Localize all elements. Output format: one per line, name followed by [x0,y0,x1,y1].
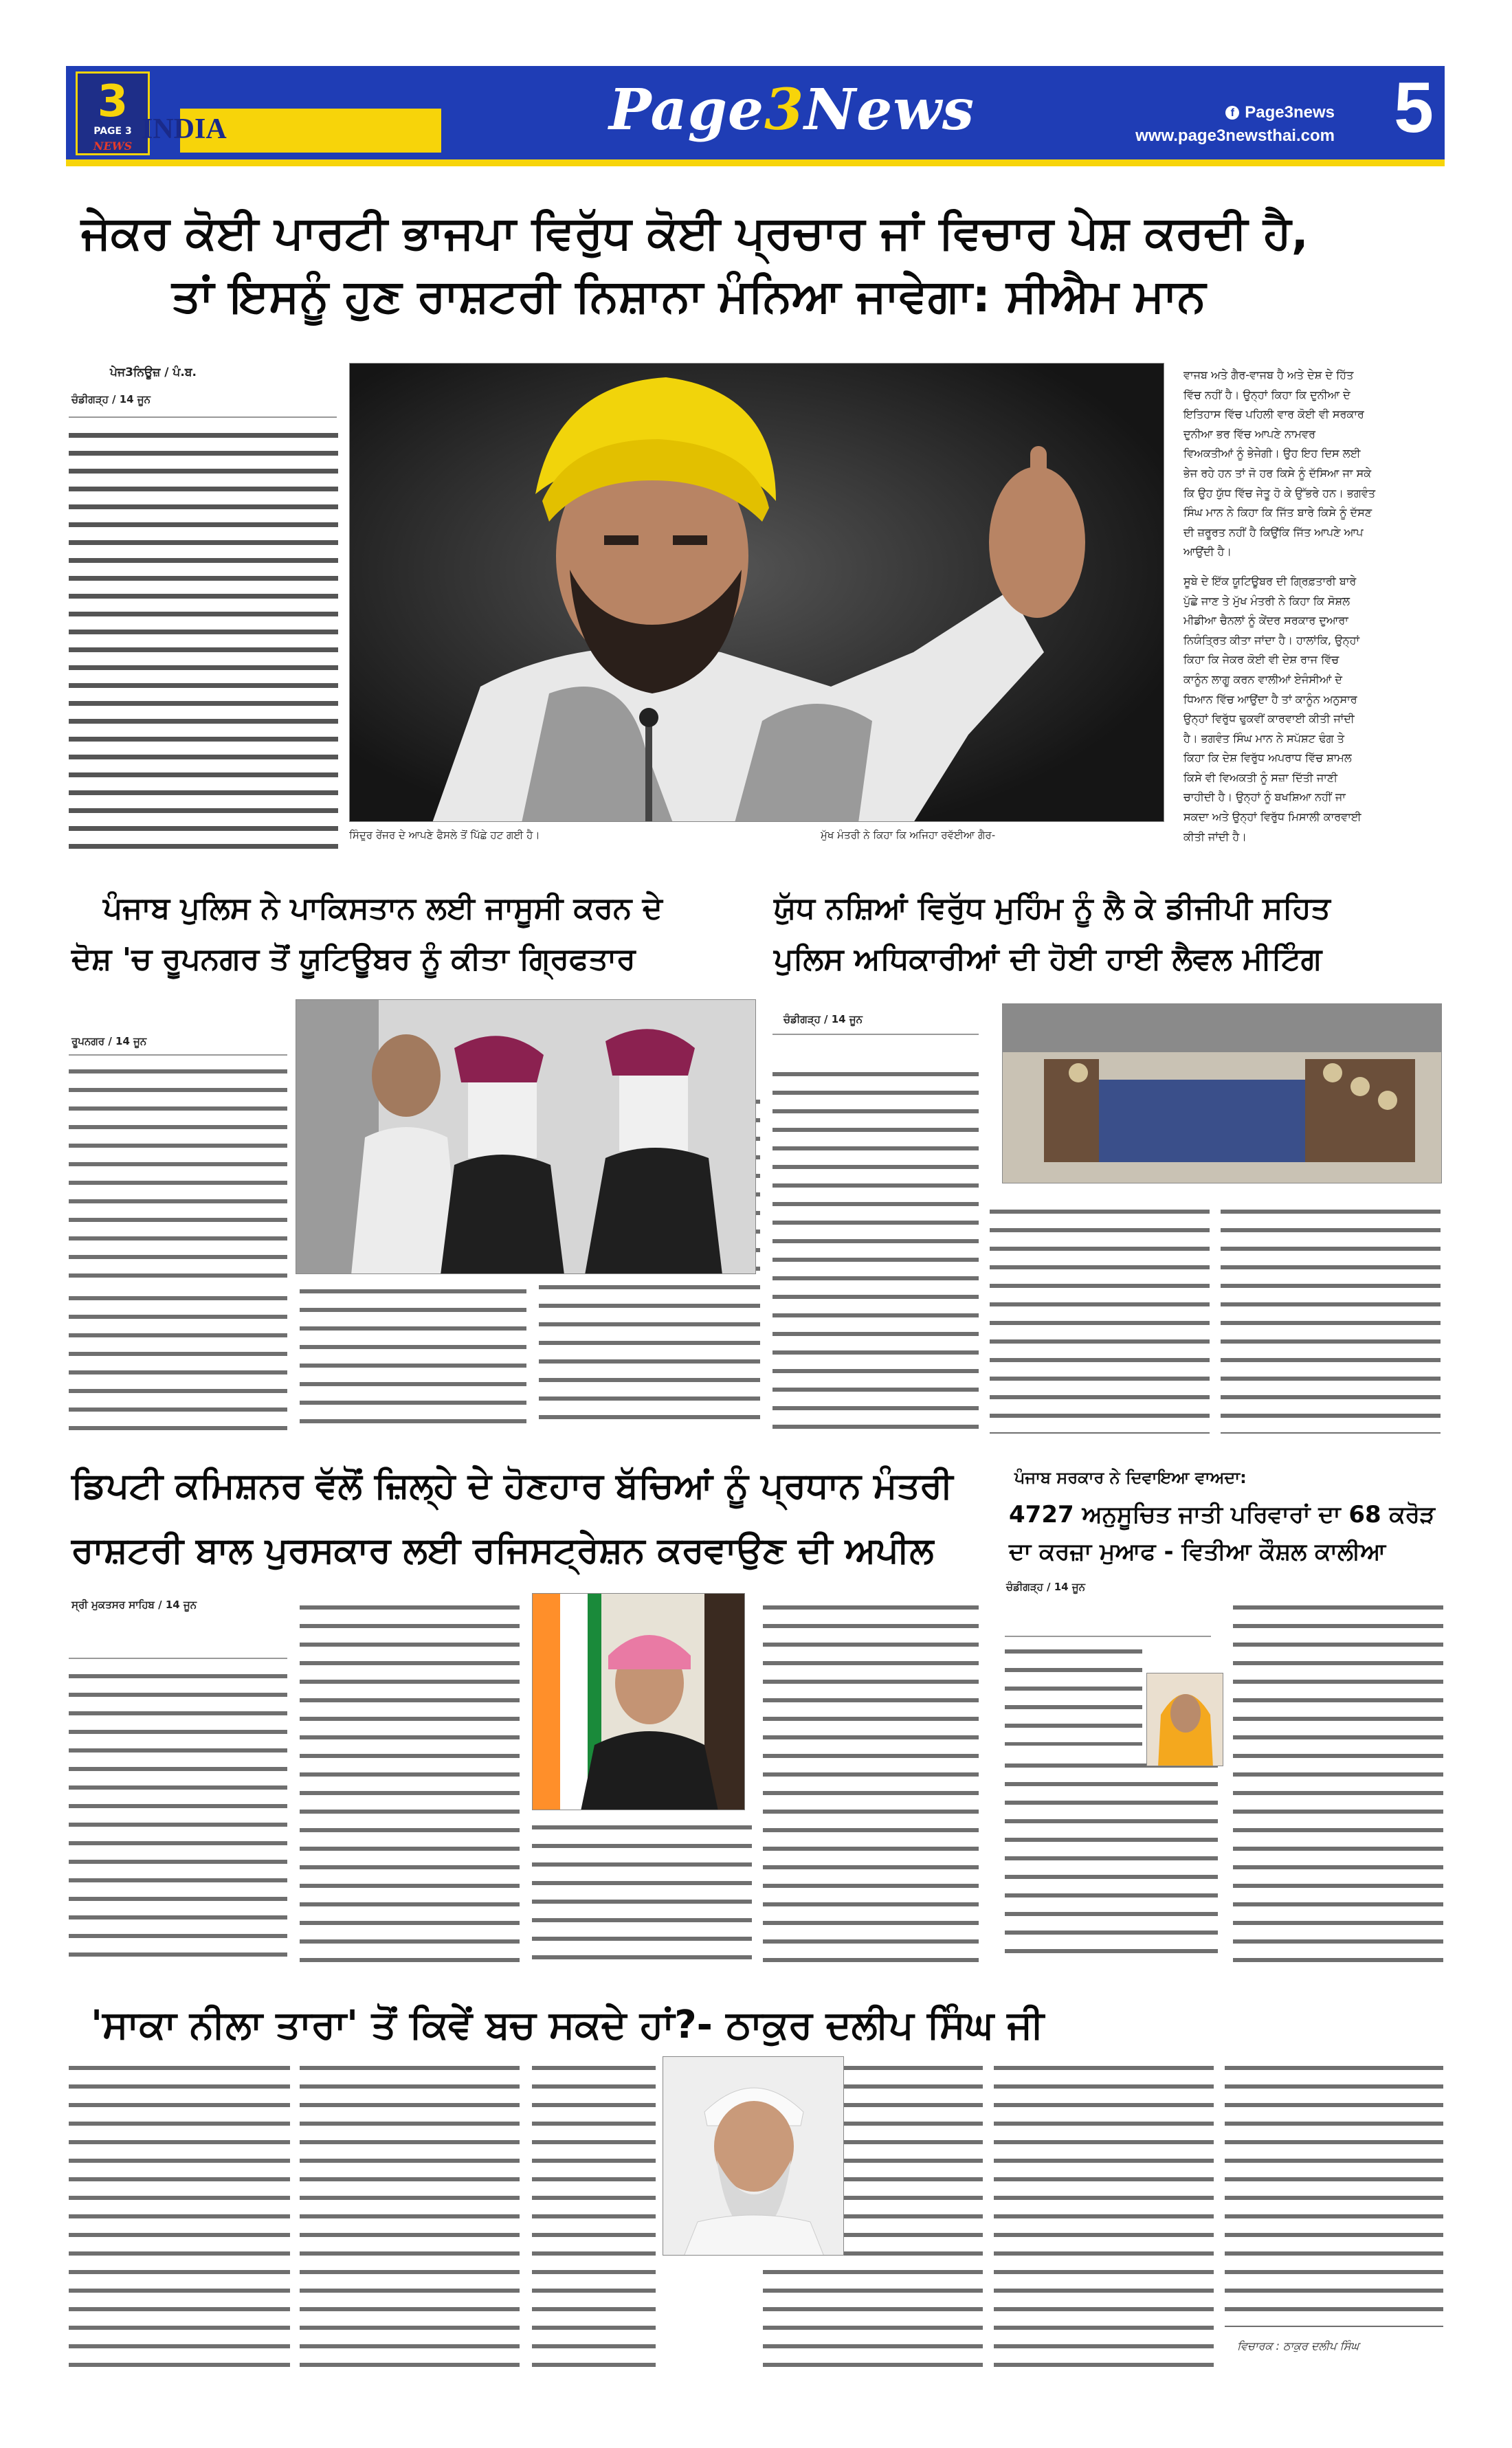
story6-body-column-1 [69,2066,290,2375]
story3-body-column-3 [1221,1210,1441,1434]
story5-headline-line-2[interactable]: ਦਾ ਕਰਜ਼ਾ ਮੁਆਫ - ਵਿਤੀਆ ਕੌਸ਼ਲ ਕਾਲੀਆ [1009,1538,1386,1566]
divider [69,1054,287,1056]
text-line: ਕਿ ਉਹ ਯੁੱਧ ਵਿੱਚ ਜੇਤੂ ਹੋ ਕੇ ਉੱਭਰੇ ਹਨ। ਭਗਵੰਤ [1183,486,1376,500]
story6-body-column-6 [1225,2066,1443,2327]
story6-headline[interactable]: 'ਸਾਕਾ ਨੀਲਾ ਤਾਰਾ' ਤੋਂ ਕਿਵੇਂ ਬਚ ਸਕਦੇ ਹਾਂ?- ਠਾਕੁਰ ਦਲੀਪ ਸਿੰਘ ਜੀ [91,2003,1044,2047]
lead-body-column-right [1183,366,1445,847]
story2-body-column-2 [300,1289,526,1434]
brand-part-3: News [804,77,975,143]
story6-signature: ਵਿਚਾਰਕ : ਠਾਕੁਰ ਦਲੀਪ ਸਿੰਘ [1237,2339,1359,2352]
story5-photo [1146,1673,1223,1766]
story4-body-column-1 [69,1674,287,1963]
lead-headline-line-2[interactable]: ਤਾਂ ਇਸਨੂੰ ਹੁਣ ਰਾਸ਼ਟਰੀ ਨਿਸ਼ਾਨਾ ਮੰਨਿਆ ਜਾਵੇਗਾ: ਸੀਐਮ ਮਾਨ [172,269,1206,322]
text-line: ਮੀਡੀਆ ਚੈਨਲਾਂ ਨੂੰ ਕੇਂਦਰ ਸਰਕਾਰ ਦੁਆਰਾ [1183,614,1348,627]
text-line: ਸਕਦਾ ਅਤੇ ਉਨ੍ਹਾਂ ਵਿਰੁੱਧ ਮਿਸਾਲੀ ਕਾਰਵਾਈ [1183,810,1361,824]
text-line: ਪੁੱਛੇ ਜਾਣ ਤੇ ਮੁੱਖ ਮੰਤਰੀ ਨੇ ਕਿਹਾ ਕਿ ਸੋਸ਼ਲ [1183,594,1350,608]
text-line: ਸੂਬੇ ਦੇ ਇੱਕ ਯੂਟਿਊਬਰ ਦੀ ਗ੍ਰਿਫ਼ਤਾਰੀ ਬਾਰੇ [1183,574,1357,588]
story6-body-column-5 [994,2066,1214,2375]
story3-byline: ਚੰਡੀਗੜ੍ਹ / 14 ਜੂਨ [783,1013,863,1025]
story3-body-column-2 [990,1210,1210,1434]
lead-photo-caption-right: ਮੁੱਖ ਮੰਤਰੀ ਨੇ ਕਿਹਾ ਕਿ ਅਜਿਹਾ ਰਵੱਈਆ ਗੈਰ- [821,829,996,841]
story5-photo-illustration [1147,1673,1223,1766]
lead-headline-line-1[interactable]: ਜੇਕਰ ਕੋਈ ਪਾਰਟੀ ਭਾਜਪਾ ਵਿਰੁੱਧ ਕੋਈ ਪ੍ਰਚਾਰ ਜਾਂ ਵਿਚਾਰ ਪੇਸ਼ ਕਰਦੀ ਹੈ, [81,206,1309,259]
facebook-label: Page3news [1245,103,1335,122]
lead-body-column-1 [69,433,338,856]
story3-headline-line-2[interactable]: ਪੁਲਿਸ ਅਧਿਕਾਰੀਆਂ ਦੀ ਹੋਈ ਹਾਈ ਲੈਵਲ ਮੀਟਿੰਗ [774,942,1322,977]
story2-photo [296,999,756,1274]
text-line: ਕਾਨੂੰਨ ਲਾਗੂ ਕਰਨ ਵਾਲੀਆਂ ਏਜੰਸੀਆਂ ਦੇ [1183,672,1342,686]
story2-body-column-1 [69,1069,287,1282]
text-line: ਵਾਜਬ ਅਤੇ ਗੈਰ-ਵਾਜਬ ਹੈ ਅਤੇ ਦੇਸ਼ ਦੇ ਹਿੱਤ [1183,368,1354,381]
text-line: ਕਿਹਾ ਕਿ ਜੇਕਰ ਕੋਈ ਵੀ ਦੇਸ਼ ਰਾਜ ਵਿੱਚ [1183,653,1339,667]
logo-text-news: NEWS [93,140,133,153]
text-line: ਕੀਤੀ ਜਾਂਦੀ ਹੈ। [1183,830,1247,843]
story2-photo-illustration [296,1000,756,1274]
story5-headline-line-1[interactable]: 4727 ਅਨੁਸੂਚਿਤ ਜਾਤੀ ਪਰਿਵਾਰਾਂ ਦਾ 68 ਕਰੋੜ [1009,1501,1436,1528]
text-line: ਆਉਂਦੀ ਹੈ। [1183,545,1232,559]
text-line: ਨਿਯੰਤ੍ਰਿਤ ਕੀਤਾ ਜਾਂਦਾ ਹੈ। ਹਾਲਾਂਕਿ, ਉਨ੍ਹਾਂ [1183,633,1359,647]
divider [772,1034,979,1035]
text-line: ਸਿੰਘ ਮਾਨ ਨੇ ਕਿਹਾ ਕਿ ਜਿੱਤ ਬਾਰੇ ਕਿਸੇ ਨੂੰ ਦੱਸਣ [1183,506,1372,520]
story3-photo [1002,1003,1442,1183]
story3-photo-illustration [1003,1004,1442,1183]
lead-photo [349,363,1164,822]
page-number: 5 [1394,68,1434,148]
text-line: ਕਿਸੇ ਵੀ ਵਿਅਕਤੀ ਨੂੰ ਸਜ਼ਾ ਦਿੱਤੀ ਜਾਣੀ [1183,770,1338,784]
story5-byline: ਚੰਡੀਗੜ੍ਹ / 14 ਜੂਨ [1006,1581,1086,1593]
text-line: ਦੁਨੀਆ ਭਰ ਵਿੱਚ ਆਪਣੇ ਨਾਮਵਰ [1183,427,1316,441]
story2-body-column-1b [69,1296,287,1434]
text-line: ਵਿਅਕਤੀਆਂ ਨੂੰ ਭੇਜੇਗੀ। ਉਹ ਇਹ ਦਿਸ ਲਈ [1183,447,1361,460]
logo-number: 3 [97,76,129,127]
story6-body-column-2 [300,2066,520,2375]
story4-byline: ਸ੍ਰੀ ਮੁਕਤਸਰ ਸਾਹਿਬ / 14 ਜੂਨ [71,1599,197,1611]
story4-headline-line-1[interactable]: ਡਿਪਟੀ ਕਮਿਸ਼ਨਰ ਵੱਲੋਂ ਜ਼ਿਲ੍ਹੇ ਦੇ ਹੋਣਹਾਰ ਬੱਚਿਆਂ ਨੂੰ ਪ੍ਰਧਾਨ ਮੰਤਰੀ [71,1465,953,1506]
divider [69,416,337,418]
story6-body-column-3a [532,2066,656,2375]
story5-body-column-1a [1005,1649,1142,1746]
lead-byline: ਚੰਡੀਗੜ੍ਹ / 14 ਜੂਨ [71,393,151,405]
brand-title[interactable] [609,77,975,143]
lead-photo-illustration [350,364,1164,822]
page3-logo[interactable] [76,71,150,155]
text-line: ਉਨ੍ਹਾਂ ਵਿਰੁੱਧ ਢੁਕਵੀਂ ਕਾਰਵਾਈ ਕੀਤੀ ਜਾਂਦੀ [1183,712,1355,726]
story5-body-column-2 [1233,1605,1443,1963]
brand-part-2: 3 [764,77,805,143]
story4-photo-illustration [533,1594,745,1810]
text-line: ਇਤਿਹਾਸ ਵਿੱਚ ਪਹਿਲੀ ਵਾਰ ਕੋਈ ਵੀ ਸਰਕਾਰ [1183,408,1364,421]
divider [69,1658,287,1659]
brand-part-1: Page [609,77,765,143]
story5-kicker: ਪੰਜਾਬ ਸਰਕਾਰ ਨੇ ਦਿਵਾਇਆ ਵਾਅਦਾ: [1014,1468,1247,1487]
story4-photo [532,1593,745,1810]
facebook-icon: f [1225,106,1239,120]
story2-headline-line-2[interactable]: ਦੋਸ਼ 'ਚ ਰੂਪਨਗਰ ਤੋਂ ਯੂਟਿਊਬਰ ਨੂੰ ਕੀਤਾ ਗ੍ਰਿਫਤਾਰ [71,942,636,977]
story4-body-column-2 [300,1605,520,1963]
story4-body-column-3 [532,1825,752,1963]
story3-body-column-1 [772,1072,979,1434]
divider [1005,1636,1211,1637]
text-line: ਧਿਆਨ ਵਿੱਚ ਆਉਂਦਾ ਹੈ ਤਾਂ ਕਾਨੂੰਨ ਅਨੁਸਾਰ [1183,692,1357,706]
logo-text: PAGE 3 [93,126,132,137]
text-line: ਵਿੱਚ ਨਹੀਂ ਹੈ। ਉਨ੍ਹਾਂ ਕਿਹਾ ਕਿ ਦੁਨੀਆ ਦੇ [1183,388,1350,401]
story3-headline-line-1[interactable]: ਯੁੱਧ ਨਸ਼ਿਆਂ ਵਿਰੁੱਧ ਮੁਹਿੰਮ ਨੂੰ ਲੈ ਕੇ ਡੀਜੀਪੀ ਸਹਿਤ [774,891,1331,926]
text-line: ਭੇਜ ਰਹੇ ਹਨ ਤਾਂ ਜੋ ਹਰ ਕਿਸੇ ਨੂੰ ਦੱਸਿਆ ਜਾ ਸਕੇ [1183,466,1372,480]
text-line: ਦੀ ਜ਼ਰੂਰਤ ਨਹੀਂ ਹੈ ਕਿਉਂਕਿ ਜਿੱਤ ਆਪਣੇ ਆਪ [1183,525,1364,539]
edition-label: INDIA [142,113,227,145]
text-line: ਹੈ। ਭਗਵੰਤ ਸਿੰਘ ਮਾਨ ਨੇ ਸਪੱਸ਼ਟ ਢੰਗ ਤੇ [1183,731,1344,745]
text-line: ਕਿਹਾ ਕਿ ਦੇਸ਼ ਵਿਰੁੱਧ ਅਪਰਾਧ ਵਿੱਚ ਸ਼ਾਮਲ [1183,751,1352,765]
story4-headline-line-2[interactable]: ਰਾਸ਼ਟਰੀ ਬਾਲ ਪੁਰਸਕਾਰ ਲਈ ਰਜਿਸਟ੍ਰੇਸ਼ਨ ਕਰਵਾਉਣ ਦੀ ਅਪੀਲ [71,1530,934,1571]
story6-photo [663,2056,844,2256]
lead-dateline: ਪੇਜ3ਨਿਊਜ਼ / ਪੰ.ਬ. [110,366,197,379]
masthead [66,66,1445,166]
text-line: ਚਾਹੀਦੀ ਹੈ। ਉਨ੍ਹਾਂ ਨੂੰ ਬਖਸ਼ਿਆ ਨਹੀਂ ਜਾ [1183,790,1346,804]
website-link[interactable]: www.page3newsthai.com [1135,126,1335,145]
lead-photo-caption-left: ਸਿੰਦੂਰ ਰੇਂਜਰ ਦੇ ਆਪਣੇ ਫੈਸਲੇ ਤੋਂ ਪਿੱਛੇ ਹਟ ਗਈ ਹੈ। [349,829,540,841]
story5-body-column-1 [1005,1763,1218,1963]
story2-headline-line-1[interactable]: ਪੰਜਾਬ ਪੁਲਿਸ ਨੇ ਪਾਕਿਸਤਾਨ ਲਈ ਜਾਸੂਸੀ ਕਰਨ ਦੇ [103,891,663,926]
story4-body-column-4 [763,1605,979,1963]
facebook-handle[interactable] [1225,103,1335,122]
story2-byline: ਰੂਪਨਗਰ / 14 ਜੂਨ [71,1035,147,1047]
story6-photo-illustration [663,2057,844,2256]
